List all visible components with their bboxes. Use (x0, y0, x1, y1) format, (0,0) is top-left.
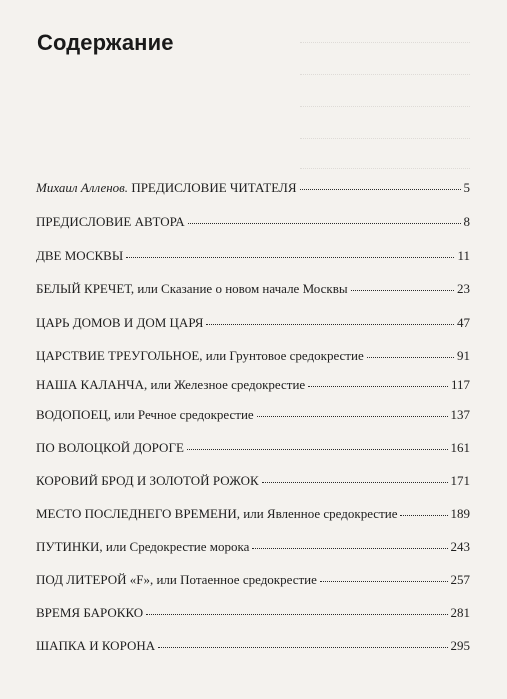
toc-entry (36, 538, 470, 556)
toc-entry-title: ЦАРЬ ДОМОВ И ДОМ ЦАРЯ (36, 315, 204, 330)
dot-leader (351, 289, 454, 291)
toc-entry-title: ВОДОПОЕЦ, или Речное средокрестие (36, 407, 254, 422)
toc-entry-page: 23 (457, 281, 470, 296)
toc-entry-title: ПОД ЛИТЕРОЙ «F», или Потаенное средокрестие (36, 572, 317, 587)
dot-leader (300, 188, 461, 190)
toc-entry-page: 8 (463, 214, 470, 229)
toc-entry-title: ЦАРСТВИЕ ТРЕУГОЛЬНОЕ, или Грунтовое средокрестие (36, 348, 364, 363)
dot-leader (206, 323, 454, 325)
toc-entry-page: 189 (450, 506, 470, 521)
toc-entry (36, 280, 470, 298)
dot-leader (252, 547, 447, 549)
toc-entry-page: 257 (450, 572, 470, 587)
dot-leader (146, 613, 447, 615)
dot-leader (187, 448, 448, 450)
toc-entry-page: 91 (457, 348, 470, 363)
toc-entry (36, 604, 470, 622)
dot-leader (308, 385, 448, 387)
toc-entry-page: 171 (450, 473, 470, 488)
toc-entry-title: БЕЛЫЙ КРЕЧЕТ, или Сказание о новом начале Москвы (36, 281, 348, 296)
dot-leader (400, 514, 447, 516)
toc-entry (36, 247, 470, 265)
dot-leader (257, 415, 448, 417)
toc-entry (36, 406, 470, 424)
toc-entry (36, 571, 470, 589)
toc-entry-page: 11 (457, 248, 470, 263)
dot-leader (188, 222, 461, 224)
toc-entry (36, 314, 470, 332)
toc-entry-title: ПО ВОЛОЦКОЙ ДОРОГЕ (36, 440, 184, 455)
toc-entry (36, 376, 470, 394)
toc-entry-title: ВРЕМЯ БАРОККО (36, 605, 144, 620)
toc-entry (36, 637, 470, 655)
toc-entry-page: 117 (450, 377, 470, 392)
toc-entry-title: МЕСТО ПОСЛЕДНЕГО ВРЕМЕНИ, или Явленное средокрестие (36, 506, 398, 521)
dot-leader (367, 356, 454, 358)
dot-leader (126, 256, 454, 258)
toc-entry-title: Михаил Алленов. ПРЕДИСЛОВИЕ ЧИТАТЕЛЯ (36, 180, 297, 195)
toc-entry (36, 213, 470, 231)
toc-entry (36, 505, 470, 523)
toc-entry-title: ПУТИНКИ, или Средокрестие морока (36, 539, 250, 554)
toc-entry-page: 5 (463, 180, 470, 195)
toc-entry-title: КОРОВИЙ БРОД И ЗОЛОТОЙ РОЖОК (36, 473, 259, 488)
dot-leader (158, 646, 447, 648)
dot-leader (320, 580, 448, 582)
toc-entry-title: НАША КАЛАНЧА, или Железное средокрестие (36, 377, 306, 392)
toc-entry-page: 161 (450, 440, 470, 455)
toc-entry-page: 137 (450, 407, 470, 422)
toc-entry (36, 439, 470, 457)
toc-entry (36, 347, 470, 365)
toc-entry-page: 295 (450, 638, 470, 653)
page-title: Содержание (37, 30, 174, 55)
toc-entry-author: Михаил Алленов. (36, 180, 129, 195)
toc-entry-page: 243 (450, 539, 470, 554)
toc-entry-page: 47 (457, 315, 470, 330)
dot-leader (262, 481, 448, 483)
toc-entry (36, 179, 470, 197)
toc-entry-title: ШАПКА И КОРОНА (36, 638, 156, 653)
toc-entry-title: ДВЕ МОСКВЫ (36, 248, 124, 263)
toc-entry-page: 281 (450, 605, 470, 620)
toc-entry-title: ПРЕДИСЛОВИЕ АВТОРА (36, 214, 185, 229)
toc-entry (36, 472, 470, 490)
